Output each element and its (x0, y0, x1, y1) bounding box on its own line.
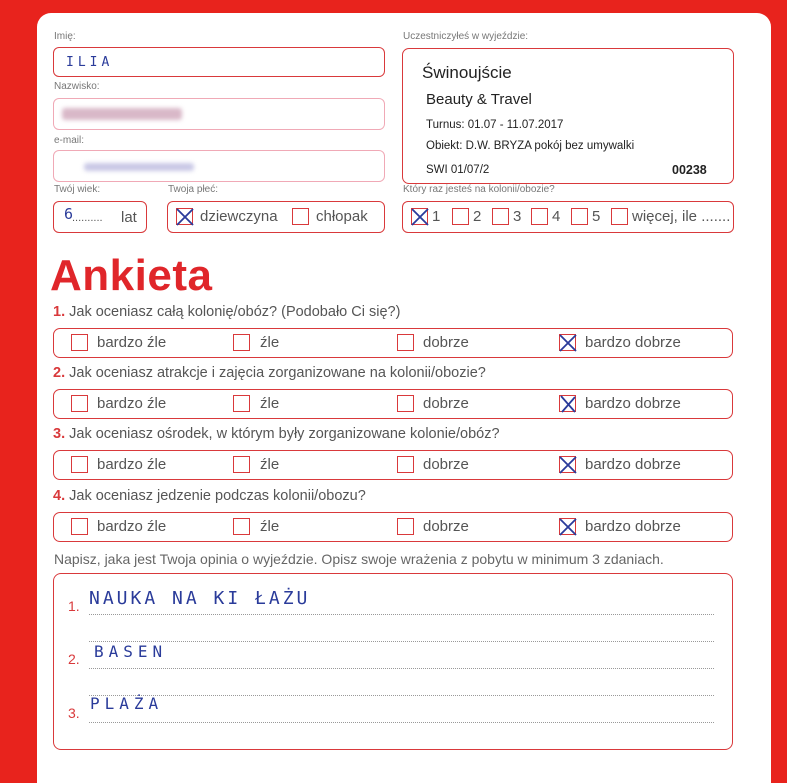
q1-checkbox-zle[interactable] (233, 334, 250, 351)
question-4 (53, 488, 366, 504)
opinion-line-1-number: 1. (68, 598, 80, 614)
event-city: Świnoujście (422, 63, 512, 82)
q4-checkbox-zle[interactable] (233, 518, 250, 535)
opinion-line-2-number: 2. (68, 651, 80, 667)
visit-checkbox-more[interactable] (611, 208, 628, 225)
wiek-label: Twój wiek: (54, 184, 101, 195)
q1-option-dobrze: dobrze (423, 334, 469, 351)
q3-option-bardzo-dobrze: bardzo dobrze (585, 456, 681, 473)
imie-value: ILIA (66, 55, 114, 70)
visit-checkbox-4[interactable] (531, 208, 548, 225)
wiek-dots: .......... (72, 212, 103, 224)
redacted-surname (62, 108, 182, 120)
q1-option-bardzo-dobrze: bardzo dobrze (585, 334, 681, 351)
q2-option-dobrze: dobrze (423, 395, 469, 412)
q3-checkbox-bardzo-zle[interactable] (71, 456, 88, 473)
survey-sheet (37, 13, 771, 783)
q4-option-bardzo-dobrze: bardzo dobrze (585, 518, 681, 535)
q3-option-dobrze: dobrze (423, 456, 469, 473)
q3-checkbox-dobrze[interactable] (397, 456, 414, 473)
redacted-email (84, 163, 194, 171)
plec-label: Twoja płeć: (168, 184, 219, 195)
q3-checkbox-zle[interactable] (233, 456, 250, 473)
q2-checkbox-bardzo-zle[interactable] (71, 395, 88, 412)
visit-field (402, 201, 734, 233)
nazwisko-field[interactable] (53, 98, 385, 130)
event-code: SWI 01/07/2 (426, 164, 490, 176)
cross-mark-icon (557, 332, 579, 354)
opinion-line-1b-dotted (89, 641, 714, 642)
visit-option-5: 5 (592, 208, 601, 225)
visit-option-1: 1 (432, 208, 441, 225)
visit-checkbox-1[interactable] (411, 208, 428, 225)
wiek-unit: lat (121, 209, 137, 226)
question-1-options (53, 328, 733, 358)
plec-checkbox-dziewczyna[interactable] (176, 208, 193, 225)
q2-checkbox-zle[interactable] (233, 395, 250, 412)
event-brand: Beauty & Travel (426, 91, 532, 108)
opinion-line-3-dotted (89, 722, 714, 723)
visit-option-2: 2 (473, 208, 482, 225)
question-4-number: 4. (53, 488, 66, 504)
q1-checkbox-dobrze[interactable] (397, 334, 414, 351)
opinion-line-1-dotted (89, 614, 714, 615)
q4-option-bardzo-zle: bardzo źle (97, 518, 167, 535)
q4-checkbox-bardzo-zle[interactable] (71, 518, 88, 535)
plec-option-dziewczyna: dziewczyna (200, 208, 278, 225)
cross-mark-icon (557, 454, 579, 476)
q2-option-zle: źle (260, 395, 280, 412)
visit-checkbox-2[interactable] (452, 208, 469, 225)
email-field[interactable] (53, 150, 385, 182)
q2-checkbox-dobrze[interactable] (397, 395, 414, 412)
imie-label: Imię: (54, 31, 76, 42)
visit-label: Który raz jesteś na kolonii/obozie? (403, 184, 555, 195)
q2-option-bardzo-dobrze: bardzo dobrze (585, 395, 681, 412)
event-number: 00238 (672, 163, 707, 177)
plec-option-chlopak: chłopak (316, 208, 368, 225)
opinion-line-2-text: BASEN (94, 642, 168, 661)
question-1-number: 1. (53, 304, 66, 320)
question-1-text: Jak oceniasz całą kolonię/obóz? (Podobało Ci się?) (69, 304, 401, 320)
q2-checkbox-bardzo-dobrze[interactable] (559, 395, 576, 412)
question-4-text: Jak oceniasz jedzenie podczas kolonii/obozu? (69, 488, 366, 504)
visit-checkbox-5[interactable] (571, 208, 588, 225)
event-turnus: Turnus: 01.07 - 11.07.2017 (426, 119, 564, 131)
visit-option-more: więcej, ile ....... (632, 208, 731, 225)
opinion-line-3-number: 3. (68, 705, 80, 721)
opinion-prompt: Napisz, jaka jest Twoja opinia o wyjeździe. Opisz swoje wrażenia z pobytu w minimum 3 zdaniach. (54, 551, 664, 567)
q4-option-dobrze: dobrze (423, 518, 469, 535)
q3-option-zle: źle (260, 456, 280, 473)
survey-title: Ankieta (50, 251, 213, 300)
opinion-line-3-text: PLAŻA (90, 694, 164, 713)
question-2-number: 2. (53, 365, 66, 381)
visit-checkbox-3[interactable] (492, 208, 509, 225)
plec-checkbox-chlopak[interactable] (292, 208, 309, 225)
cross-mark-icon (557, 393, 579, 415)
question-4-options (53, 512, 733, 542)
wiek-value: 6 (64, 205, 74, 223)
q1-checkbox-bardzo-dobrze[interactable] (559, 334, 576, 351)
opinion-box[interactable] (53, 573, 733, 750)
imie-field[interactable] (53, 47, 385, 77)
email-label: e-mail: (54, 135, 85, 146)
cross-mark-icon (174, 206, 196, 228)
question-3-options (53, 450, 733, 480)
cross-mark-icon (557, 516, 579, 538)
wiek-field[interactable] (53, 201, 147, 233)
question-2 (53, 365, 486, 381)
visit-option-3: 3 (513, 208, 522, 225)
q1-checkbox-bardzo-zle[interactable] (71, 334, 88, 351)
q4-checkbox-bardzo-dobrze[interactable] (559, 518, 576, 535)
nazwisko-label: Nazwisko: (54, 81, 100, 92)
visit-option-4: 4 (552, 208, 561, 225)
cross-mark-icon (409, 206, 431, 228)
q3-checkbox-bardzo-dobrze[interactable] (559, 456, 576, 473)
question-3 (53, 426, 500, 442)
q3-option-bardzo-zle: bardzo źle (97, 456, 167, 473)
q4-option-zle: źle (260, 518, 280, 535)
opinion-line-1-text: NAUKA NA KI ŁAŻU (89, 588, 311, 609)
question-1 (53, 304, 400, 320)
event-label: Uczestniczyłeś w wyjeździe: (403, 31, 529, 42)
q1-option-zle: źle (260, 334, 280, 351)
question-3-text: Jak oceniasz ośrodek, w którym były zorganizowane kolonie/obóz? (69, 426, 500, 442)
q2-option-bardzo-zle: bardzo źle (97, 395, 167, 412)
q4-checkbox-dobrze[interactable] (397, 518, 414, 535)
opinion-line-2b-dotted (89, 695, 714, 696)
opinion-line-2-dotted (89, 668, 714, 669)
event-box (402, 48, 734, 184)
question-3-number: 3. (53, 426, 66, 442)
question-2-text: Jak oceniasz atrakcje i zajęcia zorganizowane na kolonii/obozie? (69, 365, 486, 381)
question-2-options (53, 389, 733, 419)
q1-option-bardzo-zle: bardzo źle (97, 334, 167, 351)
plec-field (167, 201, 385, 233)
event-obiekt: Obiekt: D.W. BRYZA pokój bez umywalki (426, 140, 635, 152)
